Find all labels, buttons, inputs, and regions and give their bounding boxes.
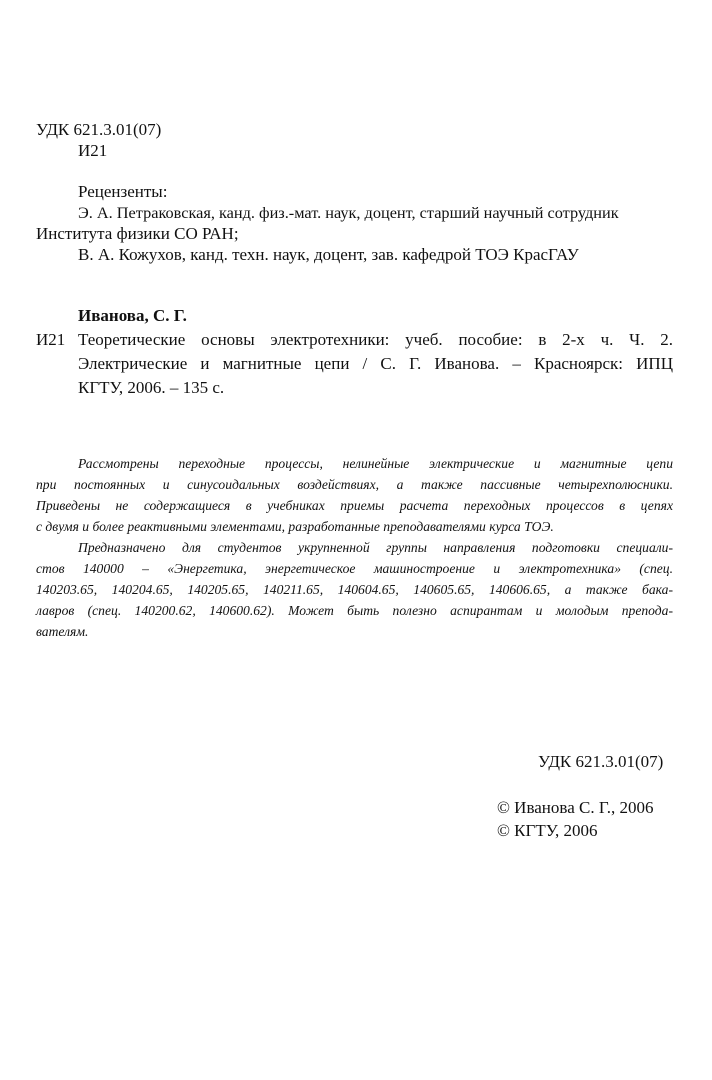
author-heading: Иванова, С. Г. <box>78 306 187 325</box>
annotation-line: при постоянных и синусоидальных воздействиях, а также пассивные четырехполюсники. <box>36 477 673 492</box>
biblio-line-1: Теоретические основы электротехники: учеб. пособие: в 2-х ч. Ч. 2. <box>78 330 673 349</box>
annotation-line: Приведены не содержащиеся в учебниках приемы расчета переходных процессов в цепях <box>36 498 673 513</box>
annotation-line: Предназначено для студентов укрупненной группы направления подготовки специали- <box>78 540 673 555</box>
annotation-block <box>36 453 673 642</box>
annotation-line: стов 140000 – «Энергетика, энергетическое машиностроение и электротехника» (спец. <box>36 561 673 576</box>
annotation-line: лавров (спец. 140200.62, 140600.62). Может быть полезно аспирантам и молодым препода- <box>36 603 673 618</box>
udc-code-bottom: УДК 621.3.01(07) <box>538 752 664 771</box>
biblio-line-2: Электрические и магнитные цепи / С. Г. Иванова. – Красноярск: ИПЦ <box>78 354 673 373</box>
copyright-author: © Иванова С. Г., 2006 <box>497 798 654 817</box>
annotation-line: 140203.65, 140204.65, 140205.65, 140211.65, 140604.65, 140605.65, 140606.65, а также бака- <box>36 582 673 597</box>
reviewer-1-line-1: Э. А. Петраковская, канд. физ.-мат. наук, доцент, старший научный сотрудник <box>78 203 619 222</box>
annotation-line: Рассмотрены переходные процессы, нелинейные электрические и магнитные цепи <box>78 456 673 471</box>
biblio-line-3: КГТУ, 2006. – 135 с. <box>78 378 225 397</box>
annotation-line: вателям. <box>36 624 89 639</box>
bbk-code: И21 <box>36 330 66 349</box>
annotation-line: с двумя и более реактивными элементами, разработанные преподавателями курса ТОЭ. <box>36 519 554 534</box>
copyright-publisher: © КГТУ, 2006 <box>497 821 598 840</box>
udc-code-top: УДК 621.3.01(07) <box>36 120 162 139</box>
reviewer-1-line-2: Института физики СО РАН; <box>36 224 239 243</box>
reviewers-heading: Рецензенты: <box>78 182 168 201</box>
bbk-code-top: И21 <box>78 141 108 160</box>
reviewer-2: В. А. Кожухов, канд. техн. наук, доцент, зав. кафедрой ТОЭ КрасГАУ <box>78 245 579 264</box>
